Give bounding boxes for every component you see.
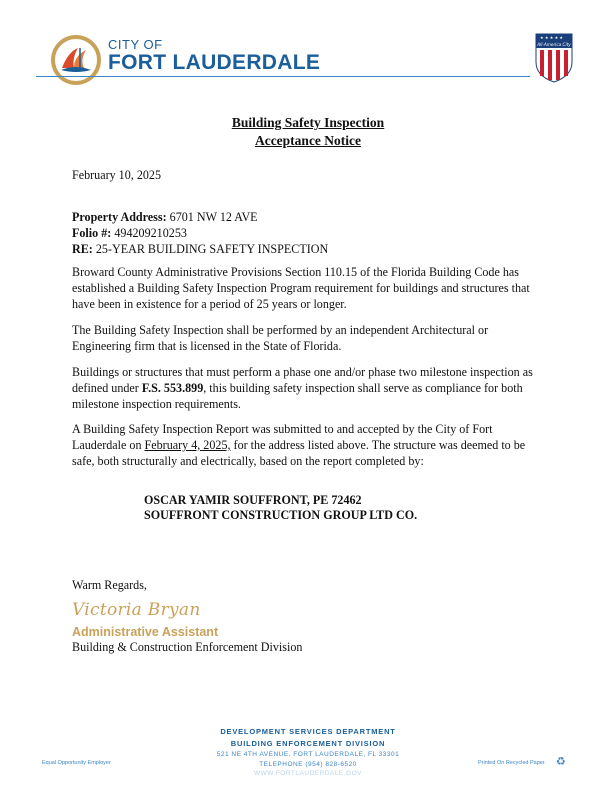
- folio-label: Folio #:: [72, 226, 112, 240]
- paragraph-licensed-firm: The Building Safety Inspection shall be performed by an independent Architectural or Engineering firm that is licensed in the State of Florida.: [72, 323, 489, 353]
- footer-telephone: TELEPHONE (954) 828-6520: [259, 761, 357, 768]
- footer-division: BUILDING ENFORCEMENT DIVISION: [230, 739, 386, 748]
- equal-opportunity-note: Equal Opportunity Employer: [42, 760, 111, 766]
- property-address-row: [72, 209, 328, 225]
- city-name: FORT LAUDERDALE: [108, 51, 321, 74]
- milestone-text-a: Buildings or structures that must perform a phase one and/or phase two milestone inspection as defined under: [72, 365, 533, 395]
- engineer-block: [144, 493, 417, 523]
- property-address-label: Property Address:: [72, 210, 167, 224]
- notice-title-line2: Acceptance Notice: [254, 133, 362, 148]
- re-value: 25-YEAR BUILDING SAFETY INSPECTION: [95, 242, 329, 256]
- notice-title-line1: Building Safety Inspection: [231, 115, 385, 130]
- property-address-value: 6701 NW 12 AVE: [169, 210, 258, 224]
- city-logo-icon: [50, 34, 102, 86]
- folio-value: 494209210253: [114, 226, 187, 240]
- engineer-name: OSCAR YAMIR SOUFFRONT, PE 72462: [144, 493, 362, 507]
- svg-text:★ ★ ★ ★ ★: ★ ★ ★ ★ ★: [540, 35, 564, 40]
- city-brand: [108, 38, 320, 75]
- paragraph-report-accepted: [72, 421, 534, 469]
- footer-website: WWW.FORTLAUDERDALE.GOV: [253, 770, 363, 775]
- footer-address: 521 NE 4TH AVENUE, FORT LAUDERDALE, FL 33301: [216, 751, 400, 758]
- recycled-paper-note: Printed On Recycled Paper.: [478, 760, 546, 766]
- header-divider: [36, 76, 530, 77]
- letter-date: February 10, 2025: [72, 168, 162, 182]
- acceptance-date: February 4, 2025,: [144, 438, 231, 452]
- all-america-city-badge-icon: [534, 32, 574, 84]
- report-text-a: A Building Safety Inspection Report was submitted to and accepted by the City of Fort Lauderdale on: [72, 422, 493, 452]
- closing: Warm Regards,: [72, 578, 147, 592]
- engineer-company: SOUFFRONT CONSTRUCTION GROUP LTD CO.: [144, 508, 418, 522]
- milestone-text-b: , this building safety inspection shall serve as compliance for both milestone inspection requirements.: [72, 381, 523, 411]
- notice-title: [0, 114, 616, 150]
- recycle-icon: ♻: [556, 755, 566, 768]
- re-label: RE:: [72, 242, 93, 256]
- svg-text:All-America City: All-America City: [537, 42, 571, 47]
- report-text-b: for the address listed above. The structure was deemed to be safe, both structurally and electrically, based on the report completed by:: [72, 438, 526, 468]
- signer-title: Administrative Assistant: [72, 625, 219, 639]
- paragraph-milestone: [72, 364, 534, 412]
- signature: Victoria Bryan: [72, 600, 201, 620]
- folio-row: [72, 225, 328, 241]
- reference-block: [72, 209, 328, 257]
- footer: [0, 726, 616, 775]
- paragraph-program-requirement: Broward County Administrative Provisions Section 110.15 of the Florida Building Code has established a Building Safety Inspection Program requirement for buildings and structures that have been in existence for a period of 25 years or longer.: [72, 265, 530, 311]
- city-label: CITY OF: [108, 37, 163, 52]
- statute-reference: F.S. 553.899: [141, 381, 204, 395]
- footer-department: DEVELOPMENT SERVICES DEPARTMENT: [220, 727, 396, 736]
- signer-division: Building & Construction Enforcement Division: [72, 640, 303, 654]
- re-row: [72, 241, 328, 257]
